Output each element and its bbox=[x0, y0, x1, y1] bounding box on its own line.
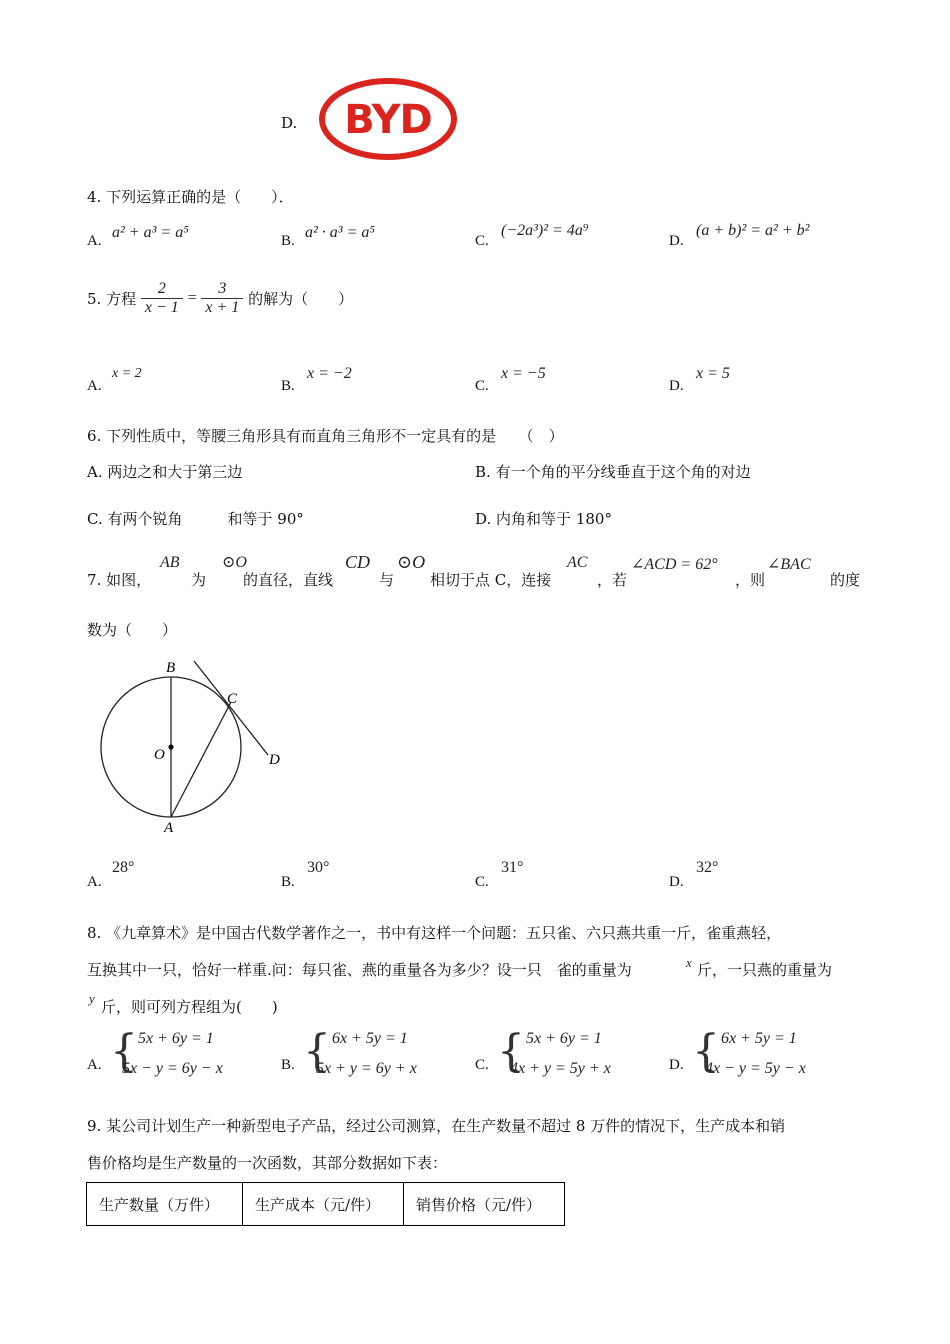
q3-option-d-label: D. bbox=[281, 114, 298, 132]
q7-option-a-label: A. bbox=[87, 874, 102, 890]
q5-option-b-label: B. bbox=[281, 378, 295, 394]
q5-option-c-expr: x = −5 bbox=[501, 365, 546, 382]
q7-m4: ⊙O bbox=[397, 552, 426, 572]
label-b: B bbox=[166, 660, 176, 676]
q5-lhs-den: x − 1 bbox=[144, 299, 179, 316]
q7-option-a-value: 28° bbox=[112, 859, 135, 876]
q8-option-c-brace: { bbox=[497, 1026, 525, 1077]
q8-option-b-brace: { bbox=[303, 1026, 331, 1077]
byd-logo bbox=[319, 78, 457, 160]
table-header-quantity: 生产数量（万件） bbox=[87, 1183, 243, 1226]
q8-option-b-eq1: 6x + 5y = 1 bbox=[332, 1030, 408, 1047]
q7-option-c-label: C. bbox=[475, 874, 489, 890]
label-a: A bbox=[164, 820, 174, 836]
q8-option-d-label: D. bbox=[669, 1057, 684, 1073]
q5-equation bbox=[87, 280, 353, 317]
q7-option-b-value: 30° bbox=[307, 859, 330, 876]
q7-line2: 数为（ ） bbox=[87, 621, 178, 639]
byd-logo-text: BYD bbox=[344, 97, 432, 143]
q8-option-d-brace: { bbox=[692, 1026, 720, 1077]
q9-table bbox=[86, 1182, 565, 1226]
q8-option-b-label: B. bbox=[281, 1057, 295, 1073]
q6-stem: 6. 下列性质中，等腰三角形具有而直角三角形不一定具有的是 （ ） bbox=[87, 427, 564, 445]
q7-m7: ∠BAC bbox=[767, 556, 811, 573]
q5-option-d-expr: x = 5 bbox=[696, 365, 730, 382]
q8-option-c-eq2: 4x + y = 5y + x bbox=[510, 1060, 611, 1077]
q8-option-c-eq1: 5x + 6y = 1 bbox=[526, 1030, 602, 1047]
q8-option-d-eq2: 4x − y = 5y − x bbox=[705, 1060, 806, 1077]
q4-option-c-label: C. bbox=[475, 233, 489, 249]
q8-option-d-eq1: 6x + 5y = 1 bbox=[721, 1030, 797, 1047]
q5-option-b-expr: x = −2 bbox=[307, 365, 352, 382]
q5-suffix: 的解为（ ） bbox=[248, 290, 354, 308]
q4-stem: 4. 下列运算正确的是（ ）． bbox=[87, 188, 294, 206]
q4-option-a-label: A. bbox=[87, 233, 102, 249]
q8-line2: 互换其中一只，恰好一样重.问：每只雀、燕的重量各为多少？设一只 雀的重量为 bbox=[87, 961, 632, 979]
q8-line3: 斤，则可列方程组为( ) bbox=[101, 998, 278, 1016]
label-o: O bbox=[154, 747, 165, 763]
q7-m1: AB bbox=[160, 554, 180, 571]
q7-m3: CD bbox=[345, 552, 371, 572]
q8-option-b-eq2: 5x + y = 6y + x bbox=[316, 1060, 417, 1077]
q7-p6: ，若 bbox=[597, 571, 628, 589]
q7-p8: 的度 bbox=[830, 571, 861, 589]
q5-option-a-expr: x = 2 bbox=[112, 366, 142, 381]
q7-option-d-value: 32° bbox=[696, 859, 719, 876]
q7-p5: 相切于点 C，连接 bbox=[430, 571, 552, 589]
q6-option-b: B. 有一个角的平分线垂直于这个角的对边 bbox=[475, 463, 751, 481]
q9-line1: 9. 某公司计划生产一种新型电子产品，经过公司测算，在生产数量不超过 8 万件的情况下，生产成本和销 bbox=[87, 1117, 786, 1135]
q8-line1: 8. 《九章算术》是中国古代数学著作之一，书中有这样一个问题：五只雀、六只燕共重一斤，雀重燕轻， bbox=[87, 924, 782, 942]
q7-p2: 为 bbox=[191, 571, 207, 589]
q4-option-a-expr: a² + a³ = a⁵ bbox=[112, 224, 189, 241]
table-header-cost: 生产成本（元/件） bbox=[243, 1183, 404, 1226]
q5-option-c-label: C. bbox=[475, 378, 489, 394]
q8-var-x: x bbox=[686, 955, 692, 970]
label-c: C bbox=[227, 691, 238, 707]
q4-option-c-expr: (−2a³)² = 4a⁹ bbox=[501, 222, 589, 239]
q7-m6: ∠ACD = 62° bbox=[631, 556, 718, 573]
q8-option-a-brace: { bbox=[110, 1026, 138, 1077]
q7-p7: ，则 bbox=[735, 571, 766, 589]
q7-p4: 与 bbox=[379, 571, 395, 589]
q6-option-d: D. 内角和等于 180° bbox=[475, 510, 612, 528]
q8-var-y: y bbox=[89, 991, 95, 1006]
q5-option-d-label: D. bbox=[669, 378, 684, 394]
q5-option-a-label: A. bbox=[87, 378, 102, 394]
q5-lhs-num: 2 bbox=[141, 280, 183, 299]
q5-rhs-fraction bbox=[201, 280, 243, 317]
q8-line2-end: 斤，一只燕的重量为 bbox=[697, 961, 833, 979]
table-header-price: 销售价格（元/件） bbox=[404, 1183, 565, 1226]
q7-figure bbox=[88, 655, 298, 840]
table-row bbox=[87, 1183, 565, 1226]
q8-option-a-eq1: 5x + 6y = 1 bbox=[138, 1030, 214, 1047]
q7-option-d-label: D. bbox=[669, 874, 684, 890]
q7-p3: 的直径，直线 bbox=[243, 571, 334, 589]
q4-option-d-label: D. bbox=[669, 233, 684, 249]
q7-p1: 7. 如图， bbox=[87, 571, 152, 589]
center-dot bbox=[168, 744, 173, 749]
q4-option-b-label: B. bbox=[281, 233, 295, 249]
chord-ac bbox=[171, 702, 231, 817]
q4-option-d-expr: (a + b)² = a² + b² bbox=[696, 222, 810, 239]
q7-option-b-label: B. bbox=[281, 874, 295, 890]
q7-m2: ⊙O bbox=[222, 554, 247, 571]
q6-option-a: A. 两边之和大于第三边 bbox=[87, 463, 243, 481]
q5-prefix: 5. 方程 bbox=[87, 290, 137, 308]
q7-option-c-value: 31° bbox=[501, 859, 524, 876]
label-d: D bbox=[269, 752, 280, 768]
tangent-cd bbox=[194, 661, 268, 755]
q8-option-a-eq2: 5x − y = 6y − x bbox=[122, 1060, 223, 1077]
q8-option-a-label: A. bbox=[87, 1057, 102, 1073]
q6-option-c: C. 有两个锐角 和等于 90° bbox=[87, 510, 304, 528]
q4-option-b-expr: a² · a³ = a⁵ bbox=[305, 224, 375, 241]
q5-eq: = bbox=[187, 289, 197, 307]
q9-line2: 售价格均是生产数量的一次函数，其部分数据如下表： bbox=[87, 1154, 448, 1172]
q5-lhs-fraction bbox=[141, 280, 183, 317]
q7-m5: AC bbox=[567, 554, 588, 571]
q5-rhs-den: x + 1 bbox=[205, 299, 240, 316]
q8-option-c-label: C. bbox=[475, 1057, 489, 1073]
q5-rhs-num: 3 bbox=[201, 280, 243, 299]
